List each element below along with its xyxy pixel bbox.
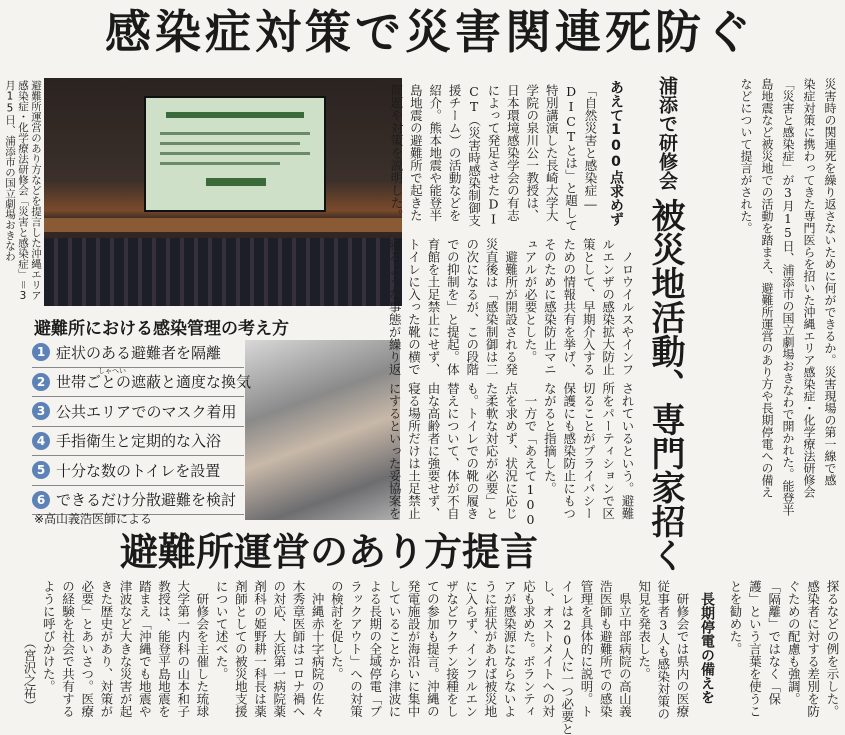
- projector-screen: [144, 96, 326, 212]
- ruby-text: しゃへい: [98, 366, 126, 375]
- text-line: 島地震の避難所で起きた: [408, 84, 424, 222]
- text-line: ラックアウト」への対策: [348, 580, 364, 718]
- text-line: た柔軟な対応が必要」と: [484, 382, 500, 520]
- text-line: 発電施設が海沿いに集中: [406, 580, 422, 718]
- number-badge: 1: [32, 343, 50, 361]
- article-section-c: [382, 382, 637, 527]
- text-line: 護」という言葉を使うこ: [747, 580, 763, 718]
- lower-headline: 避難所運営のあり方提言: [120, 529, 539, 574]
- number-badge: 5: [32, 461, 50, 479]
- item-text: 手指衛生と定期的な入浴: [56, 432, 222, 451]
- text-line: トイレに入った靴の横で: [406, 238, 422, 376]
- text-line: 日本環境感染学会の有志: [505, 84, 521, 222]
- infographic-note: ※高山義浩医師による: [34, 512, 153, 526]
- main-headline: 感染症対策で災害関連死防ぐ: [105, 5, 755, 59]
- text-line: 問題や対策を説明した。: [388, 84, 404, 222]
- text-line: などについて提言がされた。: [739, 78, 753, 234]
- text-line: 管理を具体的に説明。ト: [578, 580, 594, 718]
- text-line: 育館を土足禁止にせず、: [425, 238, 441, 376]
- text-line: 由な高齢者に強要せず、: [425, 382, 441, 520]
- text-line: 染症対策に携わってきた専門医らを招いた沖縄エリア感染症・化学療法研修会: [802, 78, 816, 498]
- text-line: 所をパーティションで区: [600, 382, 616, 520]
- text-line: 「自然災害と感染症―: [583, 84, 598, 212]
- text-line: ながると指摘した。: [542, 382, 558, 495]
- text-line: ザなどワクチン接種をし: [444, 580, 460, 718]
- text-line: 応も求めた。ボランティ: [521, 580, 537, 718]
- shelter-photo: [245, 340, 400, 520]
- text-line: 寝る場所だけは土足禁止: [406, 382, 422, 520]
- text-line: 剤師としての被災地支援: [233, 580, 249, 718]
- number-badge: 2: [32, 373, 50, 391]
- text-line: 「災害と感染症」が3月15日、浦添市の国立劇場おきなわで開かれた。能登半: [781, 78, 795, 516]
- text-line: アが感染源にならないよ: [502, 580, 518, 718]
- text-line: 沖縄赤十字病院の佐々: [310, 580, 326, 718]
- text-line: 感染者に対する差別を防: [805, 580, 821, 718]
- text-line: 災直後は「感染制御は二: [484, 238, 500, 376]
- text-line: 木秀章医師はコロナ禍へ: [290, 580, 306, 718]
- audience-seats: [44, 238, 402, 306]
- text-line: の対応、大浜第一病院薬: [271, 580, 287, 718]
- text-line: 剤科の姫野耕一科長は薬: [252, 580, 268, 718]
- text-line: 研修会では県内の医療: [675, 580, 690, 718]
- stage: [44, 218, 402, 232]
- text-line: の次になるが、この段階: [464, 238, 480, 376]
- number-badge: 6: [32, 491, 50, 509]
- text-line: 従事者3人も感染対策の: [655, 580, 671, 720]
- text-line: し、オストメイトへの対: [540, 580, 556, 718]
- article-section-d1: [722, 580, 842, 725]
- infographic: [0, 312, 400, 526]
- kicker: 浦添で研修会: [656, 76, 678, 190]
- text-line: 寝るような事態が繰り返: [387, 238, 403, 376]
- text-line: にするといった妥協案を: [387, 382, 403, 520]
- text-line: ての参加も提言。沖縄の: [425, 580, 441, 718]
- text-line: （宮沢之祐）: [22, 580, 38, 712]
- text-line: 「隔離」ではなく「保: [766, 580, 782, 705]
- text-line: されているという。避難: [620, 382, 635, 520]
- seminar-photo: [44, 78, 402, 306]
- vertical-headline: 被災地活動、専門家招く: [645, 198, 685, 572]
- text-line: 特別講演した長崎大学大: [544, 84, 560, 222]
- text-line: 津波など大きな災害が起: [118, 580, 134, 718]
- text-line: 保護にも感染防止にもつ: [561, 382, 577, 520]
- text-line: イレは20人に一つ必要と: [559, 580, 575, 735]
- text-line: 援チーム）の活動などを: [447, 84, 463, 222]
- subhead-d: 長期停電の備えを: [699, 592, 715, 704]
- text-line: 必要」とあいさつ。医療: [79, 580, 95, 718]
- text-line: 替えについて、体が不自: [445, 382, 461, 520]
- text-line: も。トイレでの靴の履き: [464, 382, 480, 520]
- item-text: 世帯ごとの遮蔽と適度な換気: [56, 373, 252, 392]
- text-line: 島地震など被災地での活動を踏まえ、避難所運営のあり方や長期停電への備え: [760, 78, 774, 498]
- text-line: きた歴史があり、対策が: [98, 580, 114, 718]
- text-line: 踏まえ「沖縄でも地震や: [137, 580, 153, 718]
- text-line: 大学第一内科の山本和子: [175, 580, 191, 718]
- text-line: の経験を社会で共有する: [60, 580, 76, 718]
- article-section-b: [382, 238, 637, 378]
- article-section-a: [386, 84, 600, 232]
- text-line: 探るなどの例を示した。: [825, 580, 840, 718]
- text-line: 災害時の関連死を繰り返さないために何ができるか。災害現場の第一線で感: [823, 78, 837, 486]
- text-line: 切ることがプライバシー: [581, 382, 597, 520]
- text-line: ぐための配慮も強調。: [786, 580, 802, 705]
- item-text: 公共エリアでのマスク着用: [56, 402, 237, 421]
- text-line: ように呼びかけた。: [41, 580, 57, 693]
- lead-paragraph: [735, 78, 840, 526]
- text-line: ための情報共有を挙げ、: [561, 238, 577, 376]
- text-line: 知見を発表した。: [636, 580, 652, 680]
- text-line: 学院の泉川公一教授は、: [524, 84, 540, 222]
- text-line: よる長期の全域停電「ブ: [367, 580, 383, 718]
- text-line: によって発足させたDI: [485, 84, 501, 227]
- photo-caption: 避難所運営のあり方などを提言した沖縄エリア感染症・化学療法研修会「災害と感染症」＝3月15日、浦添市の国立劇場おきなわ: [4, 80, 42, 302]
- text-line: ルエンザの感染拡大防止: [600, 238, 616, 376]
- infographic-list: [32, 338, 252, 515]
- text-line: 県立中部病院の高山義: [617, 580, 633, 718]
- list-item: [32, 456, 244, 486]
- text-line: ュアルが必要とした。: [522, 238, 538, 363]
- text-line: うに症状があれば被災地: [482, 580, 498, 718]
- item-text: 症状のある避難者を隔離: [56, 343, 222, 362]
- infographic-title: 避難所における感染管理の考え方: [34, 319, 289, 339]
- text-line: CT（災害時感染制御支: [466, 84, 482, 227]
- number-badge: 4: [32, 432, 50, 450]
- text-line: 策として、早期介入する: [581, 238, 597, 376]
- text-line: 点を求めず、状況に応じ: [503, 382, 519, 520]
- text-line: していることから津波に: [386, 580, 402, 718]
- text-line: DICTとは」と題して: [563, 84, 579, 232]
- text-line: 紹介。熊本地震や能登半: [427, 84, 443, 222]
- list-item: [32, 427, 244, 457]
- text-line: 避難所が開設される発: [503, 238, 519, 376]
- item-text: できるだけ分散避難を検討: [56, 491, 237, 510]
- text-line: そのために感染防止マニ: [542, 238, 558, 376]
- text-line: に入らず、インフルエン: [463, 580, 479, 718]
- text-line: 研修会を主催した琉球: [194, 580, 210, 718]
- list-item: [32, 338, 244, 368]
- text-line: の検討を促した。: [329, 580, 345, 680]
- number-badge: 3: [32, 402, 50, 420]
- subhead-a: あえて100点求めず: [608, 80, 624, 226]
- list-item: [32, 366, 252, 398]
- list-item: [32, 397, 244, 427]
- article-section-d2: [0, 580, 692, 735]
- item-text: 十分な数のトイレを設置: [56, 461, 221, 480]
- text-line: とを勧めた。: [727, 580, 743, 655]
- text-line: 教授は、能登平島地震を: [156, 580, 172, 718]
- text-line: 一方で「あえて100: [522, 382, 538, 527]
- text-line: ノロウイルスやインフ: [620, 238, 635, 376]
- text-line: について述べた。: [214, 580, 230, 680]
- text-line: での抑制を」と提起。体: [445, 238, 461, 376]
- text-line: 浩医師も避難所での感染: [598, 580, 614, 718]
